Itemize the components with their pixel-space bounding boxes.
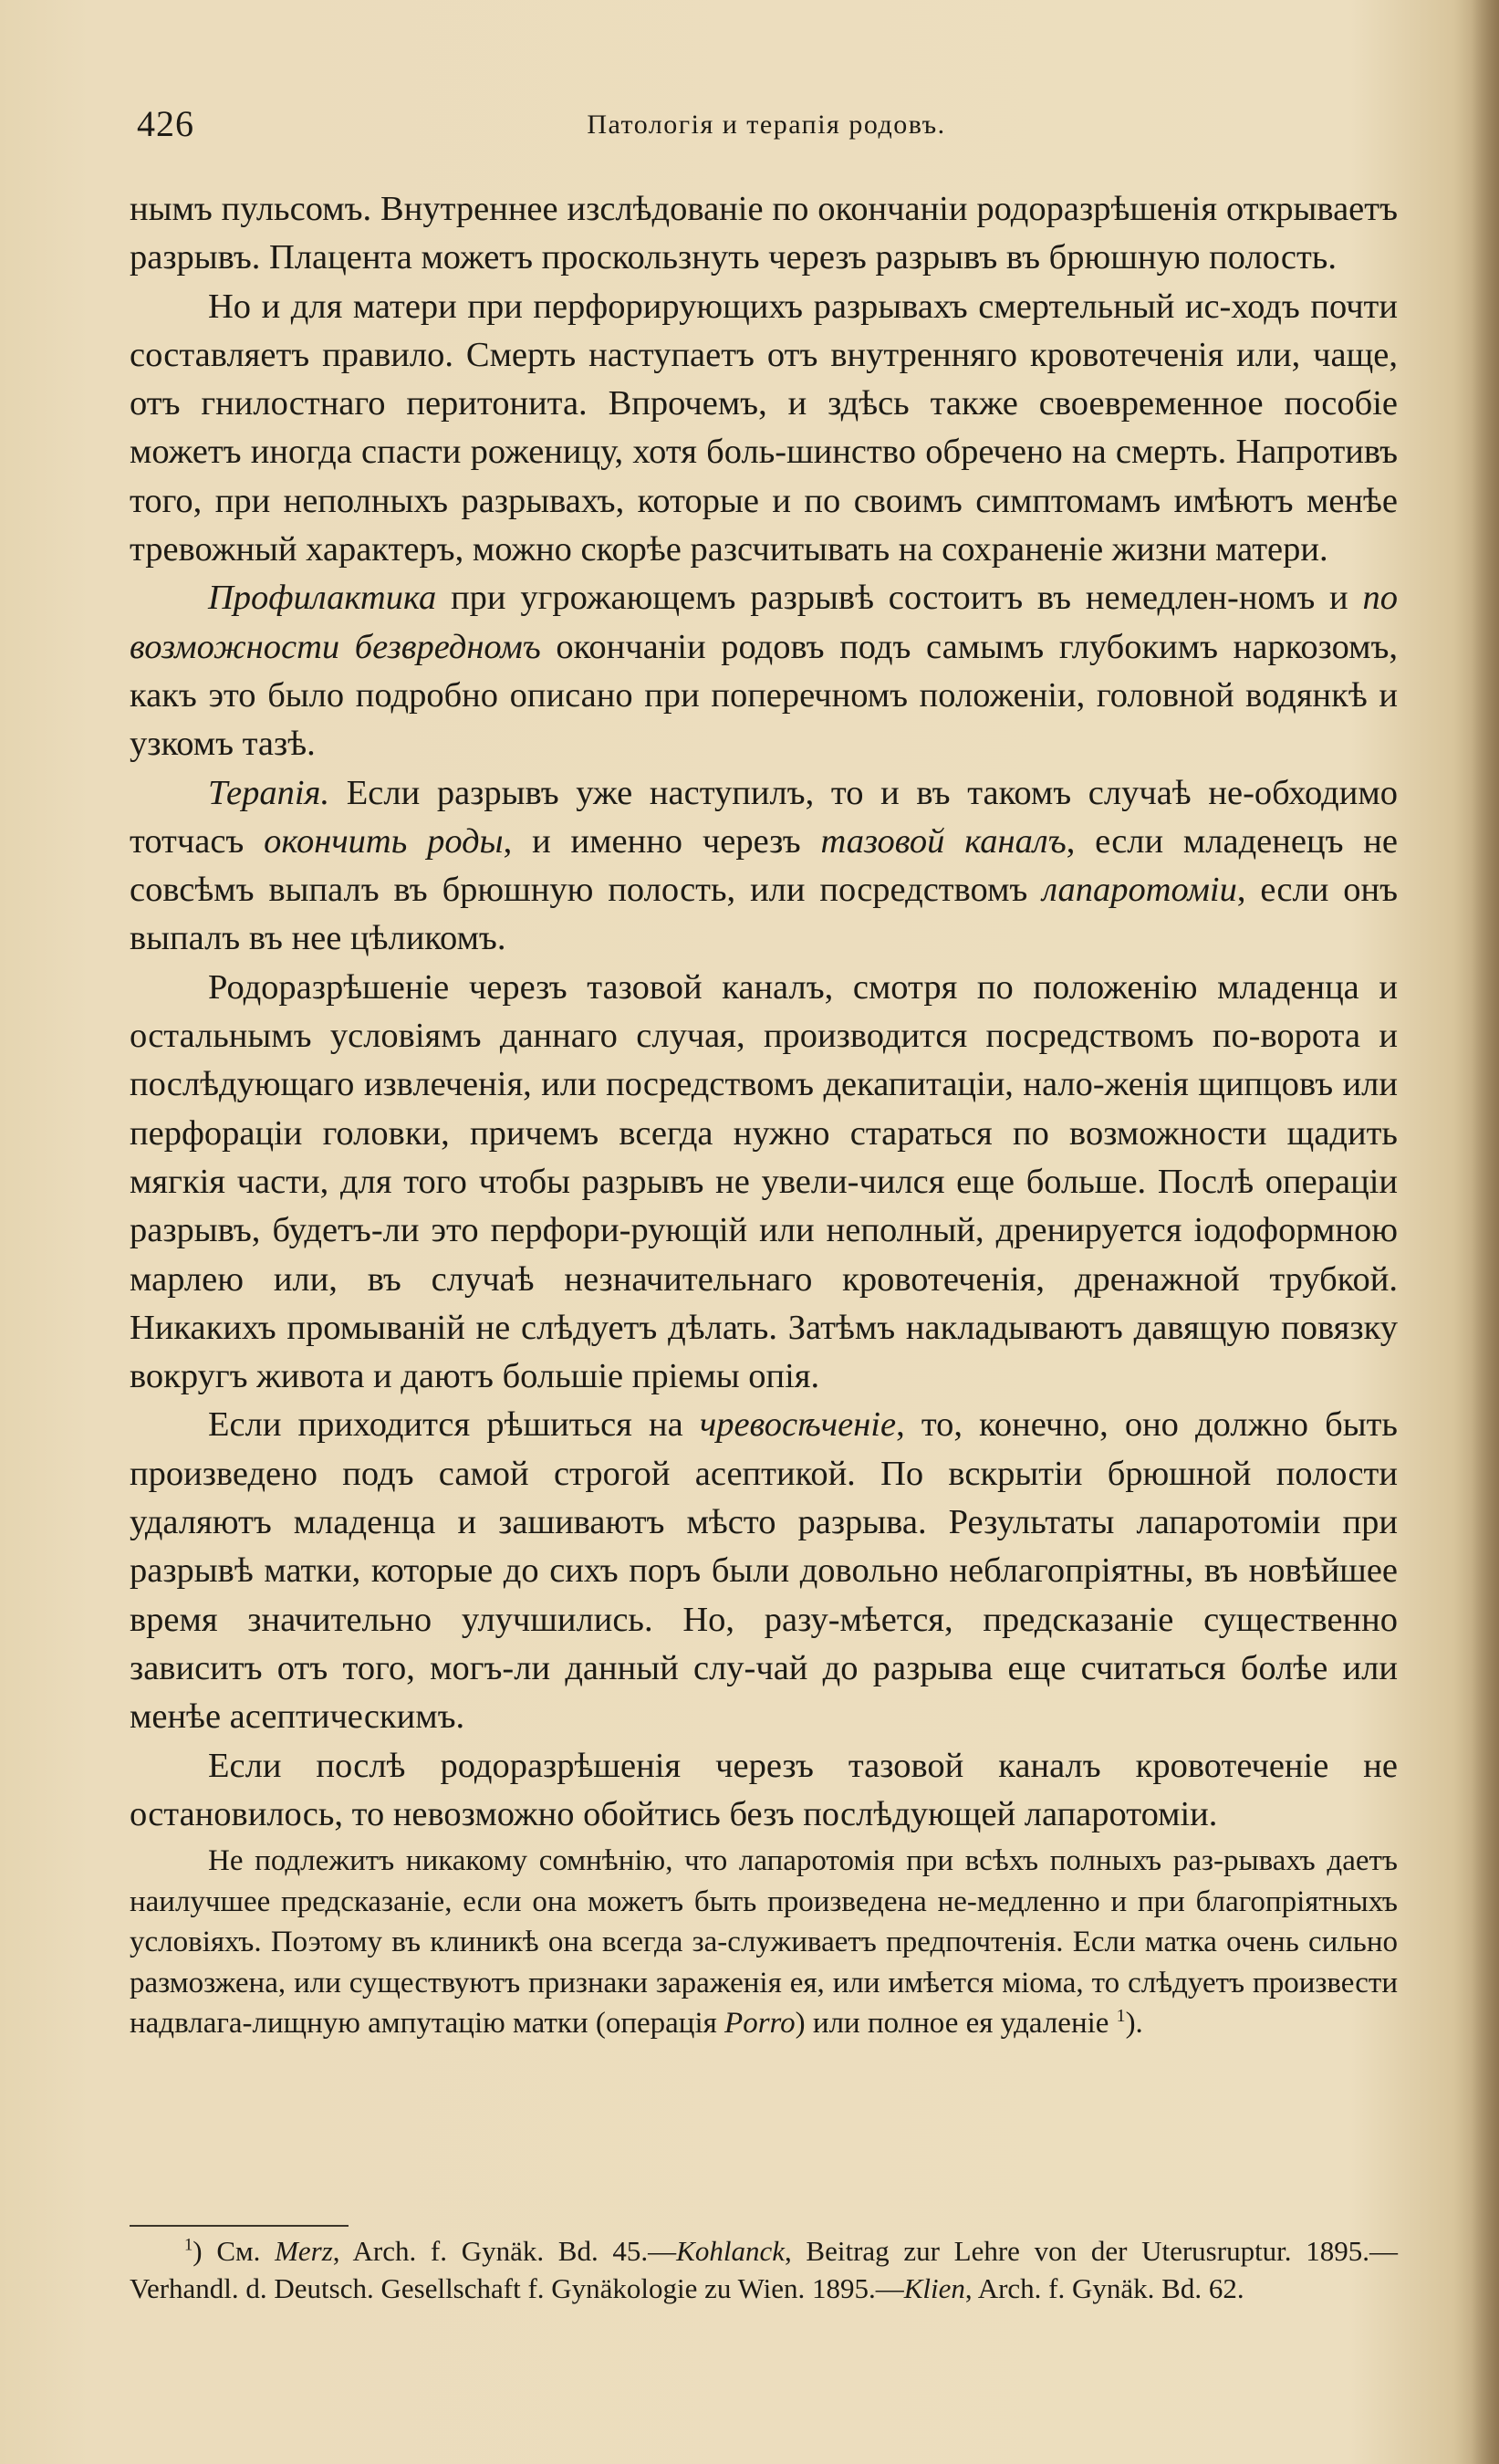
footnote-author-klien: Klien xyxy=(903,2272,965,2304)
page-number: 426 xyxy=(137,103,194,144)
paragraph-6 xyxy=(130,1401,1398,1741)
footnote-text-b: , Arch. f. Gynäk. Bd. 45.— xyxy=(332,2235,677,2267)
paragraph-4-text-d: , если онъ выпалъ въ нее цѣликомъ. xyxy=(130,871,1398,958)
paragraph-3-text-a: при угрожающемъ разрывѣ состоитъ въ немедлен-номъ и xyxy=(436,579,1363,618)
footnote-text-a: ) См. xyxy=(193,2235,276,2267)
page-header xyxy=(128,102,1405,157)
paragraph-7-text: Если послѣ родоразрѣшенія черезъ тазовой каналъ кровотеченіе не остановилось, то невозможно обойтись безъ послѣдующей лапаротоміи. xyxy=(130,1746,1398,1833)
emphasis-celiotomy: чревосѣченіе xyxy=(699,1405,897,1445)
footnote-reference[interactable]: 1 xyxy=(1116,2006,1126,2027)
emphasis-finish-labor: окончить роды xyxy=(264,821,504,861)
emphasis-laparotomy: лапаротоміи xyxy=(1042,871,1237,910)
emphasis-pelvic-canal: тазовой каналъ xyxy=(820,821,1067,861)
paragraph-4-text-a: Если разрывъ уже наступилъ, то и въ такомъ случаѣ не-обходимо тотчасъ xyxy=(130,773,1398,861)
footnote-divider xyxy=(130,2225,349,2227)
paragraph-6-text-a: Если приходится рѣшиться на xyxy=(208,1405,700,1445)
paragraph-8-small xyxy=(130,1841,1398,2044)
paragraph-8-text-b: ) или полное ея удаленіе xyxy=(795,2007,1117,2041)
emphasis-therapy: Терапія. xyxy=(208,773,330,812)
running-head: Патологія и терапія родовъ. xyxy=(587,110,946,140)
footnote-marker: 1 xyxy=(184,2235,193,2255)
paragraph-4 xyxy=(130,769,1398,964)
paragraph-8-text-a: Не подлежитъ никакому сомнѣнію, что лапаротомія при всѣхъ полныхъ раз-рывахъ даетъ наилучшее предсказаніе, если она можетъ быть произведена не-медленно и при благопріятныхъ условіяхъ. Поэтому въ клиникѣ она всегда за-служиваетъ предпочтенія. Если матка очень сильно размозжена, или существуютъ признаки зараженія ея, или имѣется міома, то слѣдуетъ произвести надвлага-лищную ампутацію матки (операція xyxy=(130,1844,1398,2041)
page-spine-shadow xyxy=(1472,0,1499,2464)
emphasis-harmless: по возможности безвредномъ xyxy=(130,579,1398,666)
emphasis-prophylaxis: Профилактика xyxy=(208,579,437,618)
paragraph-5 xyxy=(130,964,1398,1402)
footnote-author-merz: Merz xyxy=(275,2235,333,2267)
paragraph-8-text-c: ). xyxy=(1125,2007,1143,2041)
paragraph-1-text: нымъ пульсомъ. Внутреннее изслѣдованіе по окончаніи родоразрѣшенія открываетъ разрывъ. Плацента можетъ проскользнуть черезъ разрывъ въ брюшную полость. xyxy=(130,190,1398,277)
paragraph-3-text-b: окончаніи родовъ подъ самымъ глубокимъ наркозомъ, какъ это было подробно описано при поперечномъ положеніи, головной водянкѣ и узкомъ тазѣ. xyxy=(130,627,1399,764)
paragraph-2 xyxy=(130,283,1398,575)
paragraph-4-text-b: , и именно черезъ xyxy=(503,821,821,861)
emphasis-porro: Porro xyxy=(724,2007,796,2041)
paragraph-1 xyxy=(130,185,1398,283)
paragraph-7 xyxy=(130,1742,1398,1840)
footnote-text-d: , Arch. f. Gynäk. Bd. 62. xyxy=(964,2272,1244,2304)
footnote-text-c: , Beitrag zur Lehre von der Uterusruptur. 1895.—Verhandl. d. Deutsch. Gesellschaft f. Gynäkologie zu Wien. 1895.— xyxy=(130,2235,1398,2304)
paragraph-5-text: Родоразрѣшеніе черезъ тазовой каналъ, смотря по положенію младенца и остальнымъ условіямъ даннаго случая, производится посредствомъ по-ворота и послѣдующаго извлеченія, или посредствомъ декапитаціи, нало-женія щипцовъ или перфораціи головки, причемъ всегда нужно стараться по возможности щадить мягкія части, для того чтобы разрывъ не увели-чился еще больше. Послѣ операціи разрывъ, будетъ-ли это перфори-рующій или неполный, дренируется іодоформною марлею или, въ случаѣ незначительнаго кровотеченія, дренажной трубкой. Никакихъ промываній не слѣдуетъ дѣлать. Затѣмъ накладываютъ давящую повязку вокругъ живота и даютъ большіе пріемы опія. xyxy=(130,967,1398,1396)
footnote xyxy=(130,2232,1398,2307)
paragraph-6-text-b: , то, конечно, оно должно быть произведено подъ самой строгой асептикой. По вскрытіи брюшной полости удаляютъ младенца и зашиваютъ мѣсто разрыва. Результаты лапаротоміи при разрывѣ матки, которые до сихъ поръ были довольно неблагопріятны, въ новѣйшее время значительно улучшились. Но, разу-мѣется, предсказаніе существенно зависитъ отъ того, могъ-ли данный слу-чай до разрыва еще считаться болѣе или менѣе асептическимъ. xyxy=(130,1405,1398,1737)
paragraph-2-text: Но и для матери при перфорирующихъ разрывахъ смертельный ис-ходъ почти составляетъ правило. Смерть наступаетъ отъ внутренняго кровотеченія или, чаще, отъ гнилостнаго перитонита. Впрочемъ, и здѣсь также своевременное пособіе можетъ иногда спасти роженицу, хотя боль-шинство обречено на смерть. Напротивъ того, при неполныхъ разрывахъ, которые и по своимъ симптомамъ имѣютъ менѣе тревожный характеръ, можно скорѣе разсчитывать на сохраненіе жизни матери. xyxy=(130,287,1398,569)
footnote-author-kohlanck: Kohlanck xyxy=(676,2235,785,2267)
paragraph-3 xyxy=(130,574,1398,768)
paragraph-4-text-c: , если младенецъ не совсѣмъ выпалъ въ брюшную полость, или посредствомъ xyxy=(130,821,1398,910)
main-text xyxy=(130,185,1398,2044)
